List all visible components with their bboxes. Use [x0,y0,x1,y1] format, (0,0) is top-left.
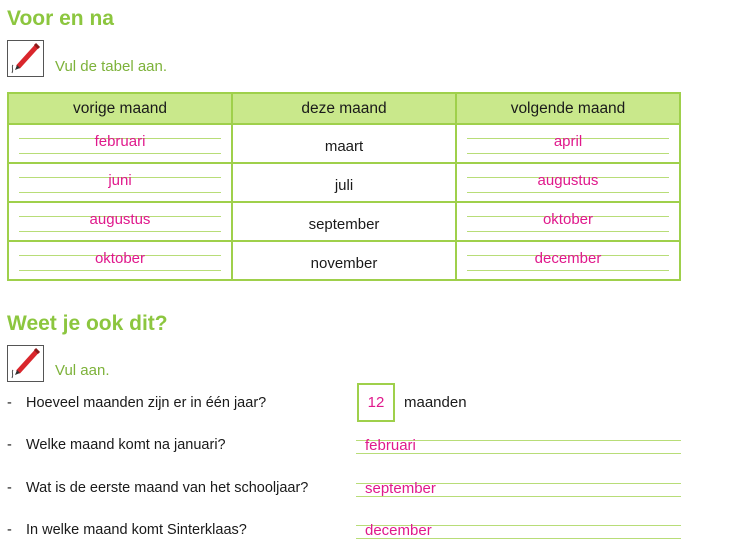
given-cell: september [232,202,456,241]
answer-box-months[interactable]: 12 [357,383,395,422]
answer-cell[interactable]: april [456,124,680,163]
table-row [8,124,680,163]
section-title-weet-je-ook-dit: Weet je ook dit? [7,312,168,335]
answer-cell[interactable]: juni [8,163,232,202]
header-deze-maand: deze maand [232,93,456,124]
question-1: - Hoeveel maanden zijn er in één jaar? [7,395,267,411]
answer-cell[interactable]: oktober [8,241,232,280]
pencil-icon [7,345,44,382]
answer-cell[interactable]: augustus [456,163,680,202]
header-vorige-maand: vorige maand [8,93,232,124]
answer-cell[interactable]: augustus [8,202,232,241]
section-title-voor-en-na: Voor en na [7,7,114,30]
table-row [8,202,680,241]
given-cell: november [232,241,456,280]
table-row [8,163,680,202]
question-2: - Welke maand komt na januari? [7,437,226,453]
given-cell: juli [232,163,456,202]
answer-text: september [365,480,436,497]
answer-cell[interactable]: oktober [456,202,680,241]
pencil-icon [7,40,44,77]
instruction-vul-aan: Vul aan. [55,362,110,379]
months-table [7,92,681,281]
answer-cell[interactable]: december [456,241,680,280]
unit-label: maanden [404,394,467,411]
question-4: - In welke maand komt Sinterklaas? [7,522,247,538]
header-volgende-maand: volgende maand [456,93,680,124]
question-3: - Wat is de eerste maand van het schooljaar? [7,480,309,496]
answer-text: februari [365,437,416,454]
instruction-vul-de-tabel-aan: Vul de tabel aan. [55,58,168,75]
answer-cell[interactable]: februari [8,124,232,163]
table-row [8,241,680,280]
answer-text: december [365,522,432,539]
given-cell: maart [232,124,456,163]
